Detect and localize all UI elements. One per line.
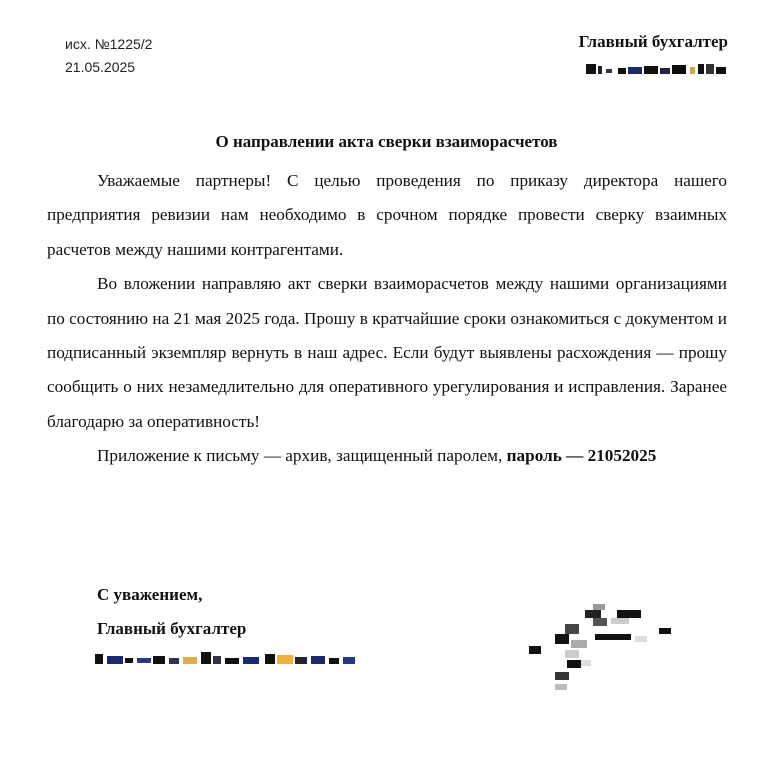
redacted-addressee-name: [586, 62, 728, 76]
signer-position: Главный бухгалтер: [97, 619, 247, 638]
addressee-block: [579, 32, 728, 76]
paragraph-attachment: Во вложении направляю акт сверки взаиморасчетов между нашими организациями по состоянию на 21 мая 2025 года. Прошу в кратчайшие сроки ознакомиться с документом и подписанный экземпляр вернуть в наш адрес. Если будут выявлены расхождения — прошу сообщить о них незамедлительно для оперативного урегулирования и исправления. Заранее благодарю за оперативность!: [47, 274, 727, 431]
outgoing-number: исх. №1225/2: [65, 36, 153, 52]
password-value: пароль — 21052025: [506, 446, 657, 466]
letter-body: [47, 164, 727, 474]
outgoing-reference: [65, 33, 152, 79]
closing-block: [97, 578, 246, 646]
letter-title: О направлении акта сверки взаиморасчетов: [215, 132, 558, 151]
letter-date: 21.05.2025: [65, 59, 136, 75]
paragraph-greeting: Уважаемые партнеры! С целью проведения по приказу директора нашего предприятия ревизии нам необходимо в срочном порядке провести сверку взаимных расчетов между нашими контрагентами.: [47, 171, 727, 259]
paragraph-password: [47, 439, 727, 473]
password-note-text: Приложение к письму — архив, защищенный паролем,: [97, 446, 507, 466]
closing-regards: С уважением,: [97, 585, 203, 604]
redacted-signer-name: [95, 652, 365, 666]
addressee-title: Главный бухгалтер: [578, 32, 728, 51]
redacted-signature: [525, 600, 675, 695]
